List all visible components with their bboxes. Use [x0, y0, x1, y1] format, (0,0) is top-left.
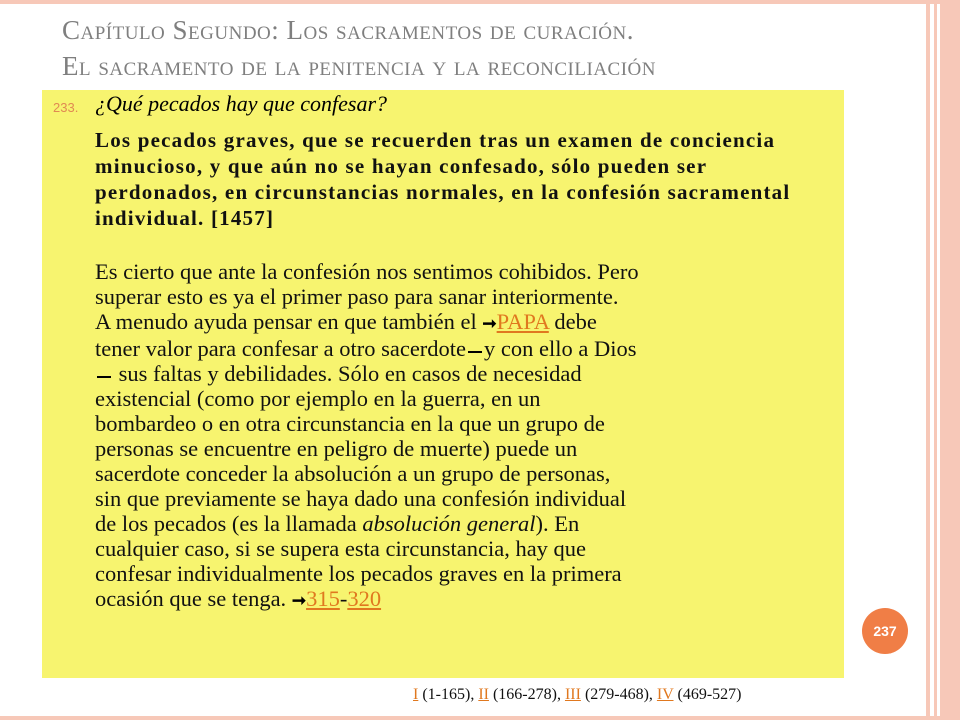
explanation-line [95, 336, 840, 361]
explanation-line: sin que previamente se haya dado una confesión individual [95, 486, 627, 511]
explanation-segment: sus faltas y debilidades. Sólo en casos de necesidad [113, 361, 582, 386]
explanation-segment: y con ello a Dios [484, 336, 637, 361]
explanation-segment: debe [548, 309, 597, 334]
explanation-line [95, 361, 840, 386]
ref-link-start[interactable]: 315 [306, 586, 340, 611]
explanation-line [95, 309, 840, 336]
footer-link-part-4[interactable]: IV [656, 686, 674, 703]
slide-title [62, 12, 922, 84]
papa-link[interactable]: PAPA [496, 309, 549, 334]
title-line-1: Capítulo Segundo: Los sacramentos de curación. [62, 15, 634, 45]
footer-link-part-1[interactable]: I [413, 686, 419, 703]
footer-navigation [413, 686, 742, 704]
footer-range: (166-278), [488, 686, 565, 703]
decor-stripe-2 [934, 0, 937, 720]
decor-stripe-1 [926, 0, 930, 720]
right-arrow-icon: ➞ [291, 591, 307, 610]
decor-stripe-3 [940, 0, 960, 720]
explanation-line: cualquier caso, si se supera esta circunstancia, hay que [95, 536, 587, 561]
footer-range: (469-527) [673, 686, 742, 703]
explanation-segment: ). En [535, 511, 580, 536]
explanation-segment: A menudo ayuda pensar en que también el [95, 309, 483, 334]
footer-link-part-2[interactable]: II [478, 686, 489, 703]
explanation-line: Es cierto que ante la confesión nos sentimos cohibidos. Pero [95, 259, 639, 284]
explanation-line: bombardeo o en otra circunstancia en la que un grupo de [95, 411, 605, 436]
absolucion-general-term: absolución general [362, 511, 536, 536]
footer-range: (279-468), [580, 686, 657, 703]
explanation-segment: tener valor para confesar a otro sacerdote [95, 336, 467, 361]
explanation-line [95, 511, 840, 536]
decor-stripe-top [0, 0, 960, 4]
question-text: ¿Qué pecados hay que confesar? [95, 91, 388, 116]
dash-mark [97, 376, 111, 378]
page-number-badge: 237 [862, 608, 908, 654]
explanation-line: confesar individualmente los pecados graves en la primera [95, 561, 622, 586]
explanation-segment: ocasión que se tenga. [95, 586, 292, 611]
footer-link-part-3[interactable]: III [564, 686, 581, 703]
question-number: 233. [53, 100, 79, 115]
explanation-text [95, 259, 840, 613]
explanation-segment: de los pecados (es la llamada [95, 511, 363, 536]
explanation-line: existencial (como por ejemplo en la guerra, en un [95, 386, 541, 411]
ref-link-end[interactable]: 320 [347, 586, 382, 611]
answer-bold-text: Los pecados graves, que se recuerden tras un examen de conciencia minucioso, y que aún no se hayan confesado, sólo pueden ser perdonados, en circunstancias normales, en la confesión sacramental individual. [1457] [95, 128, 791, 230]
footer-range: (1-165), [418, 686, 479, 703]
explanation-line: sacerdote conceder la absolución a un grupo de personas, [95, 461, 611, 486]
decor-stripe-bottom [0, 716, 960, 720]
right-arrow-icon: ➞ [482, 314, 497, 333]
explanation-line: personas se encuentre en peligro de muerte) puede un [95, 436, 578, 461]
title-line-2: El sacramento de la penitencia y la reconciliación [62, 51, 656, 81]
ref-separator: - [339, 586, 348, 611]
explanation-line [95, 586, 840, 613]
dash-mark [468, 351, 482, 353]
explanation-line: superar esto es ya el primer paso para sanar interiormente. [95, 284, 619, 309]
